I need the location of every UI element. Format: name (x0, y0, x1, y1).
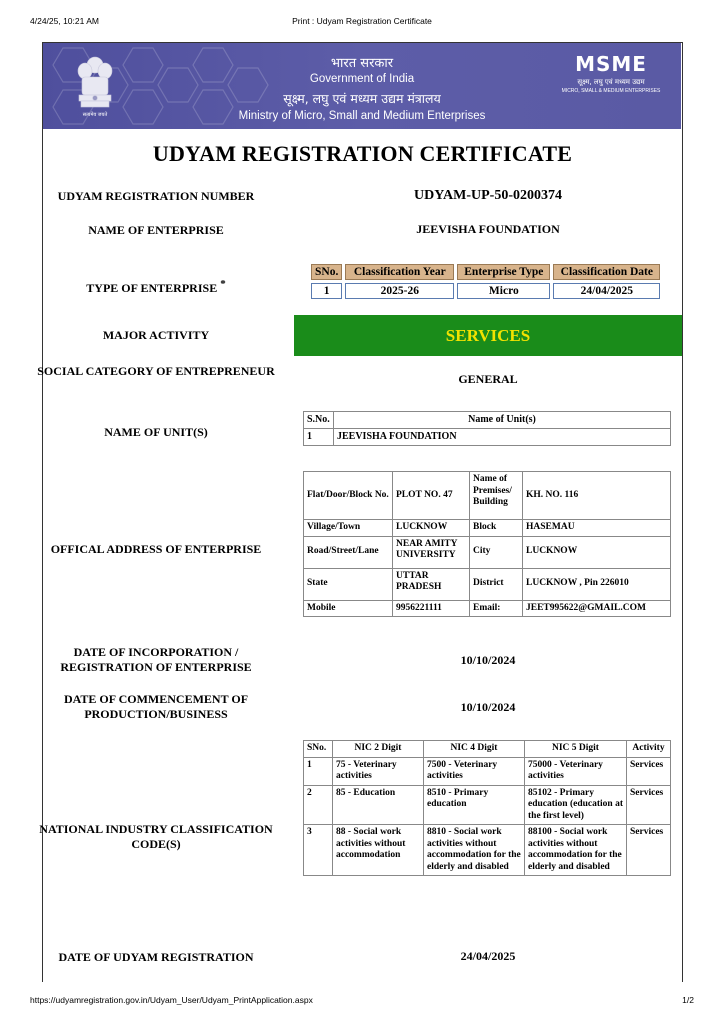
msme-logo-text: MICRO, SMALL & MEDIUM ENTERPRISES (561, 88, 661, 94)
nic-row (304, 757, 671, 785)
nic-row (304, 785, 671, 825)
type-header-year: Classification Year (345, 264, 454, 280)
nic-5digit: 75000 - Veterinary activities (525, 757, 627, 785)
email-label: Email: (470, 600, 523, 617)
address-row-village (304, 520, 671, 537)
village-value: LUCKNOW (393, 520, 470, 537)
block-value: HASEMAU (523, 520, 671, 537)
nic-activity: Services (627, 785, 671, 825)
reg-number-label: UDYAM REGISTRATION NUMBER (57, 189, 255, 203)
type-date: 24/04/2025 (553, 283, 660, 299)
udyam-date: 24/04/2025 (460, 949, 516, 963)
type-table-row (311, 283, 660, 299)
nic-header-sno: SNo. (304, 741, 333, 758)
enterprise-type-table (308, 261, 663, 302)
premises-label: Name of Premises/ Building (470, 472, 523, 520)
address-row-road (304, 536, 671, 568)
print-datetime: 4/24/25, 10:21 AM (30, 16, 99, 26)
nic-header-4digit: NIC 4 Digit (424, 741, 525, 758)
ministry-banner (43, 43, 681, 129)
major-activity-label: MAJOR ACTIVITY (102, 328, 210, 342)
page-number: 1/2 (682, 995, 694, 1005)
msme-logo-hindi: सूक्ष्म, लघु एवं मध्यम उद्यम (577, 78, 645, 86)
type-label (31, 277, 281, 296)
print-header (30, 16, 694, 30)
nic-header-activity: Activity (627, 741, 671, 758)
type-header-date: Classification Date (553, 264, 660, 280)
nic-table (303, 740, 671, 876)
address-table (303, 471, 671, 617)
government-text: Government of India (309, 73, 415, 85)
mobile-label: Mobile (304, 600, 393, 617)
nic-4digit: 8510 - Primary education (424, 785, 525, 825)
nic-header-row (304, 741, 671, 758)
district-value: LUCKNOW , Pin 226010 (523, 568, 671, 600)
units-header-sno: S.No. (304, 412, 334, 429)
state-value: UTTAR PRADESH (393, 568, 470, 600)
major-activity-value: SERVICES (294, 315, 682, 356)
type-year: 2025-26 (345, 283, 454, 299)
nic-2digit: 75 - Veterinary activities (333, 757, 424, 785)
email-value: JEET995622@GMAIL.COM (523, 600, 671, 617)
msme-logo (561, 53, 661, 105)
nic-row (304, 825, 671, 876)
social-category-label: SOCIAL CATEGORY OF ENTREPRENEUR (37, 364, 275, 378)
nic-header-2digit: NIC 2 Digit (333, 741, 424, 758)
type-asterisk: * (220, 278, 226, 290)
flat-label: Flat/Door/Block No. (304, 472, 393, 520)
city-label: City (470, 536, 523, 568)
nic-4digit: 7500 - Veterinary activities (424, 757, 525, 785)
certificate-frame (37, 42, 683, 982)
village-label: Village/Town (304, 520, 393, 537)
block-label: Block (470, 520, 523, 537)
nic-4digit: 8810 - Social work activities without accommodation for the elderly and disabled (424, 825, 525, 876)
nic-sno: 3 (304, 825, 333, 876)
ministry-text: Ministry of Micro, Small and Medium Enterprises (238, 110, 486, 122)
social-category-value: GENERAL (458, 372, 518, 386)
hindi-government-text: भारत सरकार (330, 56, 394, 71)
hindi-ministry-text: सूक्ष्म, लघु एवं मध्यम उद्यम मंत्रालय (283, 91, 441, 106)
nic-2digit: 88 - Social work activities without accommodation (333, 825, 424, 876)
nic-header-5digit: NIC 5 Digit (525, 741, 627, 758)
enterprise-name-label: NAME OF ENTERPRISE (88, 223, 224, 237)
address-row-flat (304, 472, 671, 520)
state-label: State (304, 568, 393, 600)
city-value: LUCKNOW (523, 536, 671, 568)
nic-sno: 1 (304, 757, 333, 785)
type-enterprise: Micro (457, 283, 550, 299)
certificate-title: UDYAM REGISTRATION CERTIFICATE (152, 141, 573, 166)
incorporation-date: 10/10/2024 (460, 653, 516, 667)
nic-5digit: 88100 - Social work activities without accommodation for the elderly and disabled (525, 825, 627, 876)
road-label: Road/Street/Lane (304, 536, 393, 568)
units-header-name: Name of Unit(s) (334, 412, 671, 429)
district-label: District (470, 568, 523, 600)
type-label-text: TYPE OF ENTERPRISE (86, 281, 218, 295)
type-header-type: Enterprise Type (457, 264, 550, 280)
print-url: https://udyamregistration.gov.in/Udyam_User/Udyam_PrintApplication.aspx (30, 995, 313, 1005)
udyam-date-label: DATE OF UDYAM REGISTRATION (58, 950, 254, 964)
flat-value: PLOT NO. 47 (393, 472, 470, 520)
address-row-mobile (304, 600, 671, 617)
road-value: NEAR AMITY UNIVERSITY (393, 536, 470, 568)
enterprise-name-value: JEEVISHA FOUNDATION (416, 222, 560, 236)
nic-5digit: 85102 - Primary education (education at the first level) (525, 785, 627, 825)
nic-label: NATIONAL INDUSTRY CLASSIFICATION CODE(S) (39, 822, 273, 851)
reg-number-value: UDYAM-UP-50-0200374 (413, 188, 563, 203)
units-row (304, 429, 671, 446)
type-table-header-row (311, 264, 660, 280)
type-header-sno: SNo. (311, 264, 342, 280)
incorporation-label: DATE OF INCORPORATION / REGISTRATION OF ENTERPRISE (60, 645, 252, 674)
nic-2digit: 85 - Education (333, 785, 424, 825)
units-label: NAME OF UNIT(S) (104, 425, 208, 439)
address-row-state (304, 568, 671, 600)
nic-activity: Services (627, 757, 671, 785)
commencement-label: DATE OF COMMENCEMENT OF PRODUCTION/BUSINESS (63, 692, 249, 721)
print-title: Print : Udyam Registration Certificate (292, 16, 432, 26)
units-header-row (304, 412, 671, 429)
unit-sno: 1 (304, 429, 334, 446)
unit-name: JEEVISHA FOUNDATION (334, 429, 671, 446)
address-label: OFFICAL ADDRESS OF ENTERPRISE (50, 542, 262, 556)
nic-sno: 2 (304, 785, 333, 825)
mobile-value: 9956221111 (393, 600, 470, 617)
units-table (303, 411, 671, 446)
type-sno: 1 (311, 283, 342, 299)
nic-activity: Services (627, 825, 671, 876)
commencement-date: 10/10/2024 (460, 700, 516, 714)
msme-logo-mark: MSME (575, 52, 647, 76)
print-footer (30, 995, 694, 1009)
premises-value: KH. NO. 116 (523, 472, 671, 520)
emblem-caption: सत्यमेव जयते (82, 112, 108, 118)
